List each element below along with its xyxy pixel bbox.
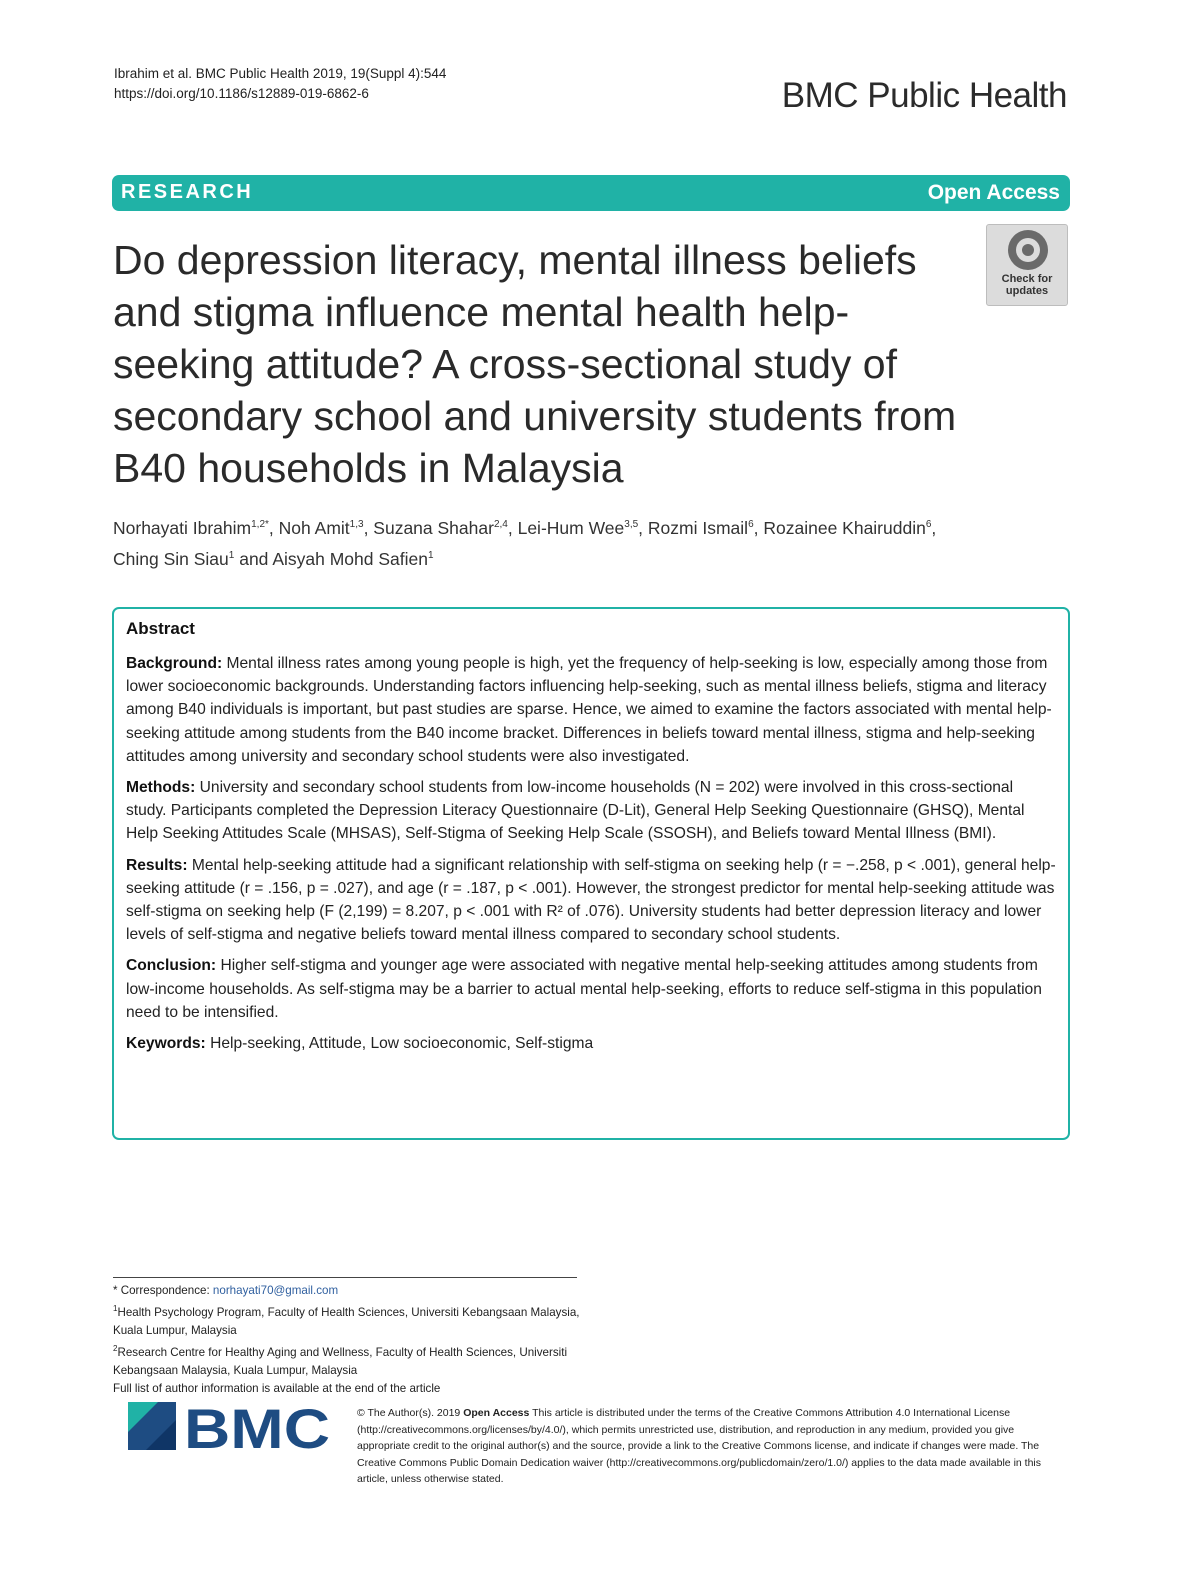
author-name: Ching Sin Siau: [113, 548, 229, 569]
copyright: © The Author(s). 2019: [357, 1407, 461, 1419]
section-text: University and secondary school students from low-income households (N = 202) were involved in this cross-sectional study. Participants completed the Depression Literacy Questionnaire (D-Lit), General Help Seeking Questionnaire (GHSQ), Mental Help Seeking Attitudes Scale (MHSAS), Self-Stigma of Seeking Help Scale (SSOSH), and Beliefs toward Mental Illness (BMI).: [126, 779, 1025, 843]
license-text: This article is distributed under the terms of the Creative Commons Attribution 4.0 International License (http://creativecommons.org/licenses/by/4.0/), which permits unrestricted use, distribution, and reproduction in any medium, provided you give appropriate credit to the original author(s) and the source, provide a link to the Creative Commons license, and indicate if changes were made. The Creative Commons Public Domain Dedication waiver (http://creativecommons.org/publicdomain/zero/1.0/) applies to the data made available in this article, unless otherwise stated.: [357, 1407, 1041, 1485]
correspondence-label: * Correspondence:: [113, 1284, 210, 1297]
badge-label: Check for updates: [1001, 273, 1053, 297]
abstract-results: [126, 854, 1056, 947]
abstract-keywords: [126, 1032, 1056, 1055]
affiliation-2: [113, 1340, 583, 1380]
crossmark-icon: [1008, 230, 1048, 270]
bmc-logo-text: BMC: [184, 1402, 330, 1458]
full-author-info-note: Full list of author information is available at the end of the article: [113, 1381, 441, 1395]
section-text: Mental help-seeking attitude had a significant relationship with self-stigma on seeking help (r = −.258, p < .001), general help-seeking attitude (r = .156, p = .027), and age (r = .187, p < .001). However, the strongest predictor for mental help-seeking attitude was self-stigma on seeking help (F (2,199) = 8.207, p < .001 with R² of .076). University students had better depression literacy and lower levels of self-stigma and negative beliefs toward mental illness compared to secondary school students.: [126, 856, 1056, 944]
author-affiliation: 1: [427, 549, 434, 561]
doi-link[interactable]: https://doi.org/10.1186/s12889-019-6862-6: [114, 86, 369, 101]
correspondence-email-link[interactable]: norhayati70@gmail.com: [212, 1284, 339, 1297]
author-name: Lei-Hum Wee: [517, 517, 625, 538]
section-text: Mental illness rates among young people is high, yet the frequency of help-seeking is low, especially among those from lower socioeconomic backgrounds. Understanding factors influencing help-seeking, such as mental illness beliefs, stigma and literacy among B40 individuals is important, but past studies are sparse. Hence, we aimed to examine the factors associated with mental help-seeking attitude among students from the B40 income bracket. Differences in beliefs toward mental illness, stigma and help-seeking attitudes among university and secondary school students were also investigated.: [126, 655, 1052, 765]
author-affiliation: 6: [748, 519, 754, 530]
author-name: Aisyah Mohd Safien: [272, 548, 428, 569]
affiliation-text: Health Psychology Program, Faculty of Health Sciences, Universiti Kebangsaan Malaysia, Kuala Lumpur, Malaysia: [113, 1305, 580, 1337]
journal-title: BMC Public Health: [781, 76, 1067, 115]
author-name: Norhayati Ibrahim: [113, 517, 252, 538]
affiliation-number: 1: [113, 1304, 118, 1313]
section-label: Methods:: [126, 779, 196, 797]
section-label: Conclusion:: [126, 957, 217, 975]
author-affiliation: 6: [925, 519, 932, 530]
correspondence: [113, 1282, 583, 1300]
check-for-updates-badge[interactable]: [986, 224, 1068, 306]
section-label: Keywords:: [126, 1035, 206, 1053]
footnote-divider: [113, 1277, 577, 1278]
affiliation-text: Research Centre for Healthy Aging and Wellness, Faculty of Health Sciences, Universiti Kebangsaan Malaysia, Kuala Lumpur, Malaysia: [113, 1345, 568, 1377]
abstract-heading: Abstract: [126, 619, 195, 638]
open-access-bold: Open Access: [463, 1407, 530, 1419]
citation-block: [114, 64, 446, 104]
article-type-banner: [112, 175, 1070, 211]
license-notice: [357, 1405, 1047, 1488]
author-affiliation: 1,2*: [251, 519, 269, 530]
author-list: Norhayati Ibrahim$^{1,2*}$, Noh Amit$^{1,3}$, Suzana Shahar$^{2,4}$, Lei-Hum Wee$^{3,5}$, Rozmi Ismail$^6$, Rozainee Khairuddin$^6$, Ching Sin Siau$^1$ and Aisyah Mohd Safien$^1$: [113, 517, 937, 569]
abstract-conclusion: [126, 954, 1056, 1024]
abstract-box: [112, 607, 1070, 1140]
article-type-label: RESEARCH: [121, 181, 254, 203]
author-affiliation: 1: [228, 549, 235, 561]
affiliation-1: [113, 1300, 583, 1340]
section-text: Help-seeking, Attitude, Low socioeconomic, Self-stigma: [210, 1035, 594, 1053]
abstract-methods: [126, 776, 1056, 846]
section-label: Results:: [126, 856, 188, 874]
author-affiliation: 3,5: [624, 519, 639, 530]
section-text: Higher self-stigma and younger age were associated with negative mental help-seeking attitudes among students from low-income households. As self-stigma may be a barrier to actual mental help-seeking, efforts to reduce self-stigma in this population need to be intensified.: [126, 957, 1042, 1021]
article-title: Do depression literacy, mental illness beliefs and stigma influence mental health help-seeking attitude? A cross-sectional study of secondary school and university students from B40 households in Malaysia: [113, 237, 957, 491]
affiliation-number: 2: [113, 1343, 118, 1353]
section-label: Background:: [126, 655, 223, 672]
open-access-label: Open Access: [927, 181, 1060, 204]
author-affiliation: 2,4: [493, 519, 508, 530]
bmc-logo: [128, 1402, 332, 1458]
author-affiliation: 1,3: [349, 519, 364, 530]
author-name: Rozainee Khairuddin: [763, 517, 926, 538]
author-name: Noh Amit: [278, 517, 350, 538]
author-name: Rozmi Ismail: [647, 517, 749, 538]
citation-line: Ibrahim et al. BMC Public Health 2019, 19(Suppl 4):544: [114, 66, 447, 81]
abstract-background: [126, 652, 1056, 768]
author-name: Suzana Shahar: [373, 517, 494, 538]
footnotes: [113, 1282, 583, 1398]
